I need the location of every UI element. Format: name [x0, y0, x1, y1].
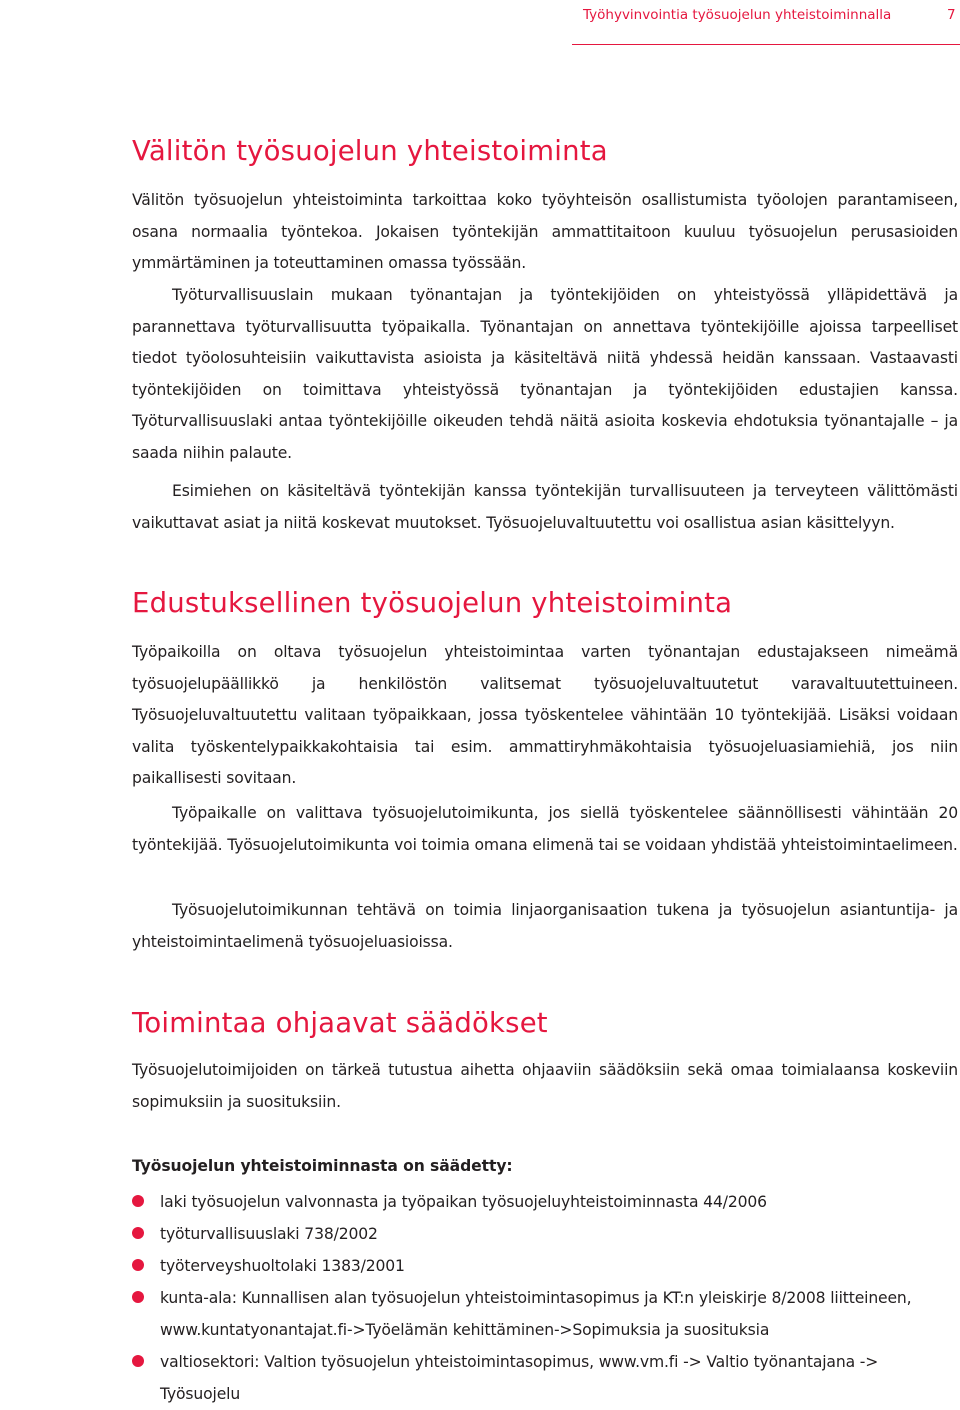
bullet-icon: [132, 1259, 144, 1271]
running-title: Työhyvinvointia työsuojelun yhteistoiminnalla: [583, 7, 892, 23]
list-item: [68, 1186, 958, 1218]
list-item-text: laki työsuojelun valvonnasta ja työpaikan työsuojeluyhteistoiminnasta 44/2006: [160, 1193, 767, 1211]
list-item-text: valtiosektori: Valtion työsuojelun yhteistoimintasopimus, www.vm.fi -> Valtio työnantajana -> Työsuojelu: [160, 1353, 879, 1403]
paragraph: Työsuojelutoimijoiden on tärkeä tutustua aihetta ohjaaviin säädöksiin sekä omaa toimialaansa koskeviin sopimuksiin ja suosituksiin.: [132, 1061, 958, 1111]
running-header: [0, 0, 960, 46]
section-heading-saadokset: Toimintaa ohjaavat säädökset: [132, 1007, 548, 1039]
header-rule: [572, 44, 960, 45]
paragraph: Työpaikalle on valittava työsuojelutoimikunta, jos siellä työskentelee säännöllisesti vähintään 20 työntekijää. Työsuojelutoimikunta voi toimia omana elimenä tai se voidaan yhdistää yhteistoimintaelimeen.: [132, 804, 958, 854]
bullet-icon: [132, 1355, 144, 1367]
bullet-icon: [132, 1227, 144, 1239]
paragraph: Työturvallisuuslain mukaan työnantajan ja työntekijöiden on yhteistyössä ylläpidettävä ja parannettava työturvallisuutta työpaikalla. Työnantajan on annettava työntekijöille ajoissa tarpeelliset tiedot työolosuhteisiin vaikuttavista asioista ja käsiteltävä niitä yhdessä heidän kanssaan. Vastaavasti työntekijöiden on toimittava yhteistyössä työnantajan ja työntekijöiden edustajien kanssa. Työturvallisuuslaki antaa työntekijöille oikeuden tehdä näitä asioita koskevia ehdotuksia työnantajalle – ja saada niihin palaute.: [132, 286, 958, 462]
list-item-text: työturvallisuuslaki 738/2002: [160, 1225, 378, 1243]
section-heading-edustuksellinen: Edustuksellinen työsuojelun yhteistoiminta: [132, 587, 733, 619]
list-subheading: Työsuojelun yhteistoiminnasta on säädetty:: [132, 1157, 513, 1175]
regulation-list: [68, 1186, 958, 1410]
bullet-icon: [132, 1195, 144, 1207]
page-number: 7: [947, 7, 956, 23]
list-item-text: työterveyshuoltolaki 1383/2001: [160, 1257, 405, 1275]
paragraph: Työsuojelutoimikunnan tehtävä on toimia linjaorganisaation tukena ja työsuojelun asiantuntija- ja yhteistoimintaelimenä työsuojeluasioissa.: [132, 901, 958, 951]
section-heading-valiton: Välitön työsuojelun yhteistoiminta: [132, 135, 608, 167]
paragraph: Työpaikoilla on oltava työsuojelun yhteistoimintaa varten työnantajan edustajakseen nimeämä työsuojelupäällikkö ja henkilöstön valitsemat työsuojeluvaltuutetut varavaltuutettuineen. Työsuojeluvaltuutettu valitaan työpaikkaan, jossa työskentelee vähintään 10 työntekijää. Lisäksi voidaan valita työskentelypaikkakohtaisia tai esim. ammattiryhmäkohtaisia työsuojeluasiamiehiä, jos niin paikallisesti sovitaan.: [132, 643, 958, 787]
list-item-text: kunta-ala: Kunnallisen alan työsuojelun yhteistoimintasopimus ja KT:n yleiskirje 8/2008 liitteineen, www.kuntatyonantajat.fi->Työelämän kehittäminen->Sopimuksia ja suosituksia: [160, 1289, 912, 1339]
list-item: [68, 1250, 958, 1282]
list-item: [68, 1218, 958, 1250]
paragraph: Välitön työsuojelun yhteistoiminta tarkoittaa koko työyhteisön osallistumista työolojen parantamiseen, osana normaalia työntekoa. Jokaisen työntekijän ammattitaitoon kuuluu työsuojelun perusasioiden ymmärtäminen ja toteuttaminen omassa työssään.: [132, 191, 958, 272]
list-item: [68, 1282, 958, 1346]
list-item: [68, 1346, 958, 1410]
paragraph: Esimiehen on käsiteltävä työntekijän kanssa työntekijän turvallisuuteen ja terveyteen välittömästi vaikuttavat asiat ja niitä koskevat muutokset. Työsuojeluvaltuutettu voi osallistua asian käsittelyyn.: [132, 482, 958, 532]
bullet-icon: [132, 1291, 144, 1303]
